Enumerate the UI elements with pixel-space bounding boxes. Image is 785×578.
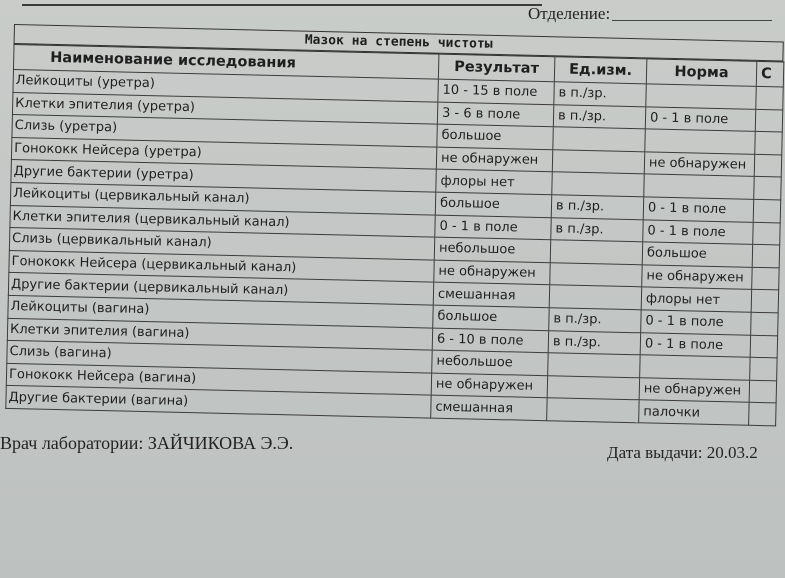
cell-result: большое [437, 124, 553, 149]
cell-unit [553, 127, 645, 152]
department-underline [612, 20, 772, 21]
cell-unit: в п./зр. [554, 82, 646, 107]
column-header-norm: Норма [646, 59, 757, 86]
cell-extra [753, 199, 781, 222]
column-header-result: Результат [438, 54, 555, 82]
cell-result: смешанная [431, 395, 547, 420]
cell-extra [756, 86, 784, 109]
cell-unit: в п./зр. [548, 330, 640, 355]
cell-extra [751, 290, 779, 313]
cell-name: Слизь (уретра) [12, 115, 437, 147]
cell-unit: в п./зр. [549, 308, 641, 333]
cell-name: Другие бактерии (цервикальный канал) [8, 273, 433, 305]
cell-name: Гонококк Нейсера (уретра) [11, 137, 436, 169]
cell-result: не обнаружен [436, 147, 552, 172]
cell-norm: 0 - 1 в поле [643, 197, 753, 222]
cell-result: 3 - 6 в поле [437, 102, 553, 127]
cell-unit [550, 262, 642, 287]
cell-result: не обнаружен [431, 373, 547, 398]
cell-name: Лейкоциты (цервикальный канал) [10, 182, 435, 214]
cell-extra [752, 267, 780, 290]
cell-norm: 0 - 1 в поле [645, 106, 755, 131]
cell-extra [752, 244, 780, 267]
cell-extra [753, 222, 781, 245]
department-label: Отделение: [528, 4, 611, 23]
cell-extra [754, 154, 782, 177]
cell-extra [749, 403, 777, 426]
cell-unit [552, 150, 644, 175]
cell-name: Клетки эпителия (цервикальный канал) [10, 205, 435, 237]
cell-extra [755, 109, 783, 132]
cell-extra [751, 312, 779, 335]
cell-result: небольшое [432, 350, 548, 375]
cell-name: Слизь (цервикальный канал) [9, 228, 434, 260]
cell-result: не обнаружен [434, 260, 550, 285]
cell-extra [750, 335, 778, 358]
column-header-name: Наименование исследования [13, 45, 438, 80]
issue-date: Дата выдачи: 20.03.2 [607, 443, 758, 462]
cell-norm: не обнаружен [642, 265, 752, 290]
cell-result: 6 - 10 в поле [432, 328, 548, 353]
doctor-signature-line: Врач лаборатории: ЗАЙЧИКОВА Э.Э. [0, 433, 294, 453]
cell-name: Клетки эпителия (уретра) [12, 92, 437, 124]
cell-extra [755, 132, 783, 155]
cell-result: небольшое [434, 237, 550, 262]
cell-result: большое [433, 305, 549, 330]
cell-extra [754, 177, 782, 200]
cell-name: Клетки эпителия (вагина) [7, 318, 432, 350]
cell-result: 0 - 1 в поле [435, 215, 551, 240]
column-header-extra: С [756, 61, 784, 87]
cell-norm [645, 129, 755, 154]
cell-result: флоры нет [436, 169, 552, 194]
cell-unit [550, 240, 642, 265]
cell-result: смешанная [433, 282, 549, 307]
cell-norm [646, 84, 756, 109]
cell-norm: флоры нет [641, 287, 751, 312]
cell-name: Лейкоциты (вагина) [8, 295, 433, 327]
cell-norm: не обнаружен [644, 152, 754, 177]
cell-norm: 0 - 1 в поле [641, 310, 751, 335]
cell-name: Гонококк Нейсера (цервикальный канал) [9, 250, 434, 282]
cell-norm: 0 - 1 в поле [643, 219, 753, 244]
cell-unit: в п./зр. [551, 195, 643, 220]
cell-unit [547, 398, 639, 423]
cell-result: 10 - 15 в поле [438, 79, 554, 104]
cell-extra [749, 380, 777, 403]
cell-norm: большое [642, 242, 752, 267]
cell-norm: не обнаружен [639, 378, 749, 403]
form-title: Мазок на степень чистоты [14, 24, 784, 61]
cell-name: Другие бактерии (вагина) [6, 386, 431, 418]
cell-norm: 0 - 1 в поле [640, 332, 750, 357]
cell-norm [640, 355, 750, 380]
cell-norm: палочки [639, 400, 749, 425]
cell-name: Гонококк Нейсера (вагина) [6, 363, 431, 395]
cell-norm [644, 174, 754, 199]
cell-extra [750, 357, 778, 380]
cell-unit [547, 375, 639, 400]
cell-unit [548, 353, 640, 378]
top-rule [22, 4, 542, 6]
cell-unit [552, 172, 644, 197]
column-header-unit: Ед.изм. [554, 57, 647, 84]
cell-unit [549, 285, 641, 310]
cell-unit: в п./зр. [551, 217, 643, 242]
cell-name: Слизь (вагина) [7, 341, 432, 373]
cell-unit: в п./зр. [553, 104, 645, 129]
results-sheet [5, 24, 784, 457]
cell-result: большое [435, 192, 551, 217]
cell-name: Другие бактерии (уретра) [11, 160, 436, 192]
results-table [5, 44, 784, 426]
cell-name: Лейкоциты (уретра) [13, 69, 438, 101]
